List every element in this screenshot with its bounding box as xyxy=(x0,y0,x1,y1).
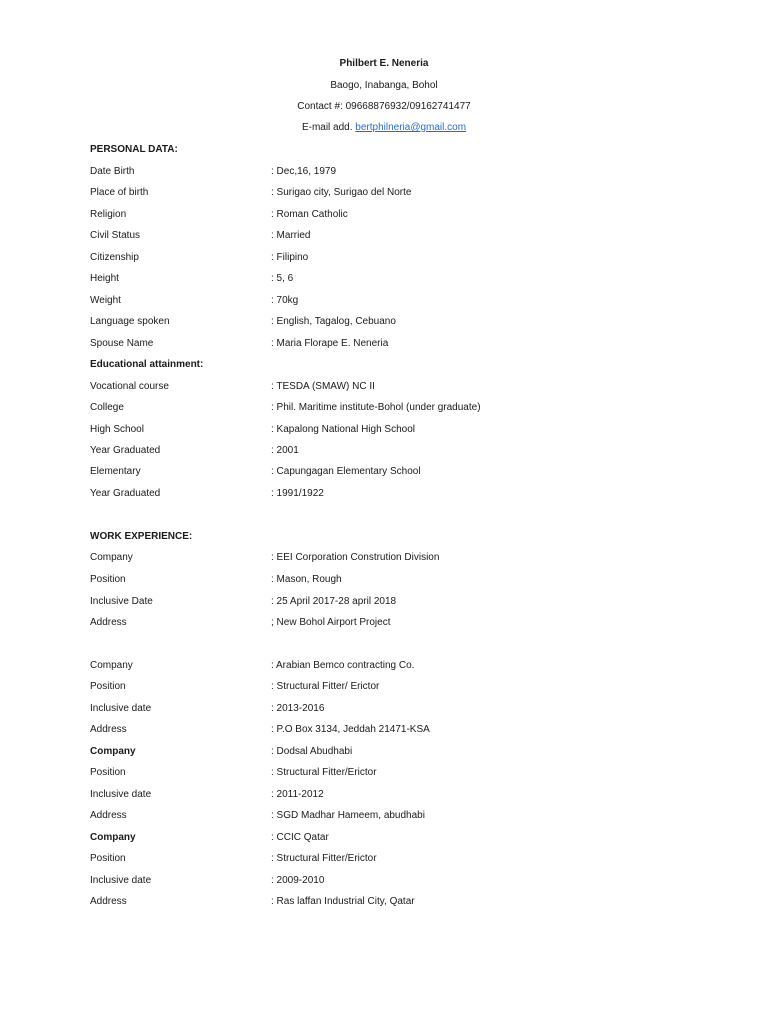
education-row xyxy=(90,424,710,437)
field-value: : Ras laffan Industrial City, Qatar xyxy=(271,896,415,907)
field-label: Citizenship xyxy=(90,252,139,263)
field-value: : TESDA (SMAW) NC II xyxy=(271,381,375,392)
education-row xyxy=(90,402,710,415)
applicant-name: Philbert E. Neneria xyxy=(339,58,429,69)
field-value: : Filipino xyxy=(271,252,309,263)
personal-row xyxy=(90,209,710,222)
field-label: Elementary xyxy=(90,466,141,477)
email-link[interactable]: bertphilneria@gmail.com xyxy=(355,122,467,133)
field-value: : Married xyxy=(271,230,311,241)
work-row xyxy=(90,724,710,737)
field-label: Inclusive date xyxy=(90,789,152,800)
field-label: Address xyxy=(90,810,127,821)
personal-data-heading: PERSONAL DATA: xyxy=(90,144,178,155)
education-heading: Educational attainment: xyxy=(90,359,204,370)
field-label: Civil Status xyxy=(90,230,141,241)
education-row xyxy=(90,445,710,458)
field-label: Position xyxy=(90,574,126,585)
email-label: E-mail add. xyxy=(301,122,356,133)
field-label: Address xyxy=(90,724,127,735)
field-label: Position xyxy=(90,853,126,864)
field-label: Inclusive date xyxy=(90,703,152,714)
work-row xyxy=(90,832,710,845)
field-value: : Surigao city, Surigao del Norte xyxy=(271,187,412,198)
work-row xyxy=(90,767,710,780)
field-label: Inclusive Date xyxy=(90,596,153,607)
field-value: : 1991/1922 xyxy=(271,488,324,499)
field-label: Spouse Name xyxy=(90,338,154,349)
field-label: Language spoken xyxy=(90,316,170,327)
work-experience-heading: WORK EXPERIENCE: xyxy=(90,531,193,542)
field-label: Religion xyxy=(90,209,127,220)
field-value: : 2011-2012 xyxy=(271,789,324,800)
field-value: : 2013-2016 xyxy=(271,703,325,714)
work-row xyxy=(90,789,710,802)
field-value: : English, Tagalog, Cebuano xyxy=(271,316,396,327)
field-label: Inclusive date xyxy=(90,875,152,886)
field-value: : Dec,16, 1979 xyxy=(271,166,337,177)
field-value: : CCIC Qatar xyxy=(271,832,329,843)
work-row xyxy=(90,552,710,565)
work-row xyxy=(90,810,710,823)
personal-row xyxy=(90,316,710,329)
work-row xyxy=(90,896,710,909)
work-row xyxy=(90,875,710,888)
field-value: : Maria Florape E. Neneria xyxy=(271,338,389,349)
field-label: College xyxy=(90,402,124,413)
field-label: Position xyxy=(90,767,126,778)
work-row xyxy=(90,617,710,630)
field-label: Company xyxy=(90,746,136,757)
field-value: : EEI Corporation Constrution Division xyxy=(271,552,440,563)
field-value: : Arabian Bemco contracting Co. xyxy=(271,660,415,671)
education-row xyxy=(90,488,710,501)
field-label: Vocational course xyxy=(90,381,169,392)
work-row xyxy=(90,746,710,759)
field-label: Place of birth xyxy=(90,187,149,198)
field-value: : Dodsal Abudhabi xyxy=(271,746,353,757)
personal-row xyxy=(90,252,710,265)
field-value: : Capungagan Elementary School xyxy=(271,466,421,477)
field-label: Address xyxy=(90,896,127,907)
field-label: Year Graduated xyxy=(90,488,161,499)
field-label: High School xyxy=(90,424,144,435)
applicant-email-line xyxy=(0,122,768,134)
education-row xyxy=(90,381,710,394)
personal-row xyxy=(90,166,710,179)
field-value: : 5, 6 xyxy=(271,273,294,284)
field-value: ; New Bohol Airport Project xyxy=(271,617,391,628)
field-label: Company xyxy=(90,552,133,563)
field-value: : Structural Fitter/Erictor xyxy=(271,853,377,864)
personal-row xyxy=(90,338,710,351)
work-row xyxy=(90,660,710,673)
field-label: Year Graduated xyxy=(90,445,161,456)
field-value: : 2001 xyxy=(271,445,299,456)
field-value: : Phil. Maritime institute-Bohol (under graduate) xyxy=(271,402,481,413)
field-value: : Roman Catholic xyxy=(271,209,348,220)
personal-row xyxy=(90,273,710,286)
field-value: : 2009-2010 xyxy=(271,875,325,886)
field-value: : Mason, Rough xyxy=(271,574,342,585)
work-row xyxy=(90,596,710,609)
field-value: : Kapalong National High School xyxy=(271,424,415,435)
personal-row xyxy=(90,187,710,200)
field-value: : SGD Madhar Hameem, abudhabi xyxy=(271,810,425,821)
field-label: Position xyxy=(90,681,126,692)
field-label: Company xyxy=(90,832,136,843)
field-label: Address xyxy=(90,617,127,628)
field-label: Date Birth xyxy=(90,166,135,177)
work-row xyxy=(90,853,710,866)
personal-row xyxy=(90,230,710,243)
personal-row xyxy=(90,295,710,308)
field-value: : P.O Box 3134, Jeddah 21471-KSA xyxy=(271,724,430,735)
field-value: : 70kg xyxy=(271,295,299,306)
work-row xyxy=(90,681,710,694)
field-label: Height xyxy=(90,273,119,284)
field-value: : 25 April 2017-28 april 2018 xyxy=(271,596,397,607)
field-value: : Structural Fitter/Erictor xyxy=(271,767,377,778)
work-row xyxy=(90,574,710,587)
education-row xyxy=(90,466,710,479)
field-label: Weight xyxy=(90,295,121,306)
field-label: Company xyxy=(90,660,133,671)
applicant-contact: Contact #: 09668876932/09162741477 xyxy=(297,101,471,112)
work-row xyxy=(90,703,710,716)
field-value: : Structural Fitter/ Erictor xyxy=(271,681,380,692)
applicant-address: Baogo, Inabanga, Bohol xyxy=(330,80,438,91)
